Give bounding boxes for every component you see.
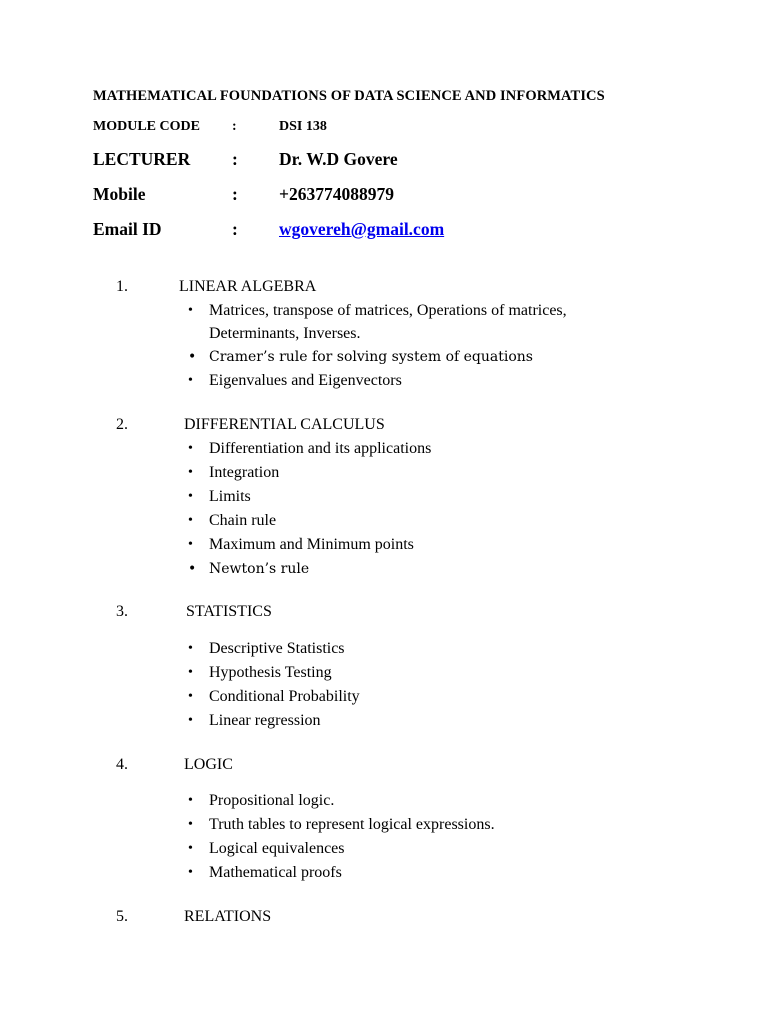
section-number: 3.	[116, 603, 128, 620]
statistics-list	[186, 637, 360, 733]
mobile-row	[93, 184, 713, 206]
list-item: • Chain rule	[186, 509, 431, 533]
list-item: • Integration	[186, 461, 431, 485]
list-item: • Descriptive Statistics	[186, 637, 360, 661]
module-code-row	[93, 119, 713, 137]
logic-list	[186, 789, 495, 885]
list-item: • Logical equivalences	[186, 837, 495, 861]
section-number: 5.	[116, 908, 128, 925]
linear-algebra-list	[186, 300, 629, 393]
module-code-label: MODULE CODE	[93, 119, 200, 134]
module-code-separator: :	[232, 119, 237, 134]
lecturer-name: Dr. W.D Govere	[279, 149, 398, 169]
list-item: • Mathematical proofs	[186, 861, 495, 885]
section-number: 4.	[116, 756, 128, 773]
section-heading: DIFFERENTIAL CALCULUS	[184, 416, 385, 433]
email-row	[93, 219, 713, 241]
mobile-label: Mobile	[93, 184, 146, 204]
list-item: • Limits	[186, 485, 431, 509]
list-item: • Newton’s rule	[186, 557, 431, 581]
email-label: Email ID	[93, 219, 162, 239]
list-item: • Eigenvalues and Eigenvectors	[186, 369, 629, 393]
list-item: • Maximum and Minimum points	[186, 533, 431, 557]
list-item: • Differentiation and its applications	[186, 437, 431, 461]
differential-calculus-list	[186, 437, 431, 581]
section-heading: LOGIC	[184, 756, 233, 773]
list-item: • Cramer’s rule for solving system of equations	[186, 345, 629, 369]
list-item: • Propositional logic.	[186, 789, 495, 813]
section-heading: RELATIONS	[184, 908, 272, 925]
email-link[interactable]: wgovereh@gmail.com	[279, 219, 445, 239]
lecturer-separator: :	[232, 149, 238, 169]
section-heading: LINEAR ALGEBRA	[179, 278, 317, 295]
section-number: 2.	[116, 416, 128, 433]
section-number: 1.	[116, 278, 128, 295]
section-heading: STATISTICS	[186, 603, 272, 620]
list-item: • Linear regression	[186, 709, 360, 733]
mobile-number: +263774088979	[279, 184, 394, 204]
email-separator: :	[232, 219, 238, 239]
document-title: MATHEMATICAL FOUNDATIONS OF DATA SCIENCE AND INFORMATICS	[93, 88, 605, 104]
module-code-value: DSI 138	[279, 119, 327, 134]
lecturer-label: LECTURER	[93, 149, 191, 169]
mobile-separator: :	[232, 184, 238, 204]
list-item: • Hypothesis Testing	[186, 661, 360, 685]
list-item: • Truth tables to represent logical expressions.	[186, 813, 495, 837]
lecturer-row	[93, 149, 713, 171]
list-item: • Matrices, transpose of matrices, Operations of matrices, Determinants, Inverses.	[186, 300, 629, 345]
list-item: • Conditional Probability	[186, 685, 360, 709]
